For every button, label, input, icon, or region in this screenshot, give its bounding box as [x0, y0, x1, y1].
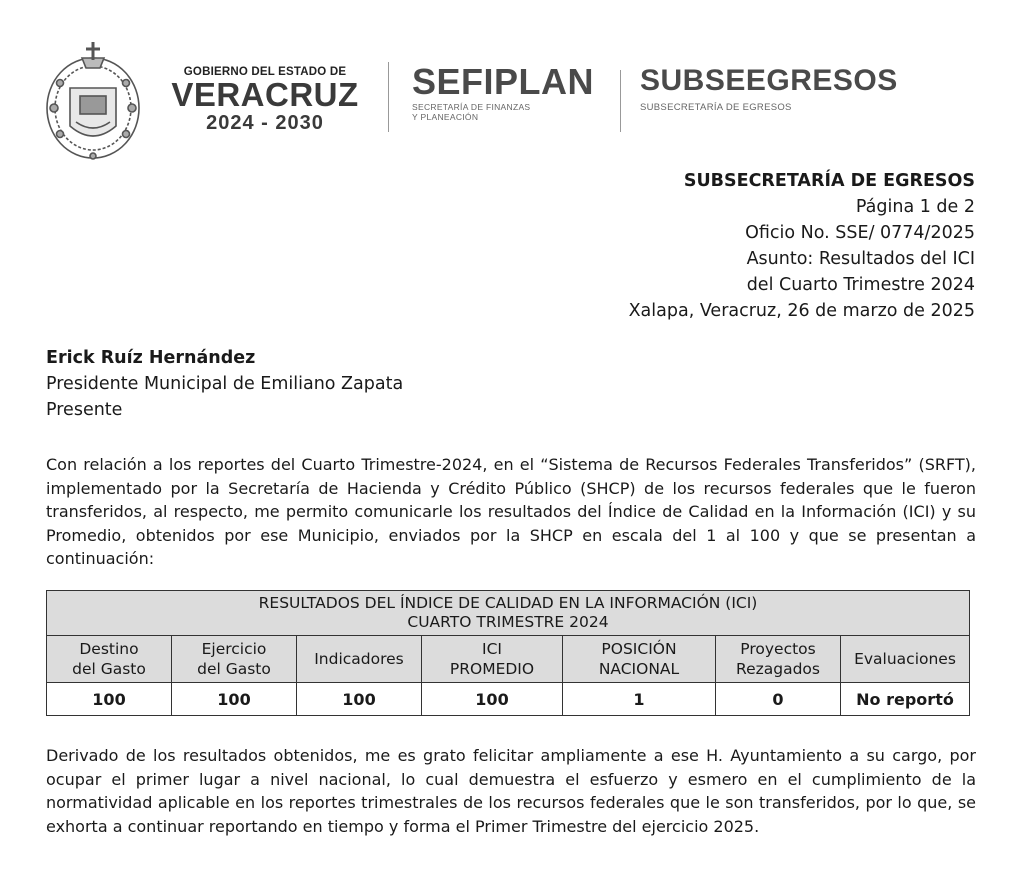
- government-logo: [170, 66, 360, 134]
- body-paragraph-1: Con relación a los reportes del Cuarto Trimestre-2024, en el “Sistema de Recursos Federales Transferidos” (SRFT), implementado por la Secretaría de Hacienda y Crédito Público (SHCP) de los recursos federales que le fueron transferidos, al respecto, me permito comunicarle los resultados del Índice de Calidad en la Información (ICI) y su Promedio, obtenidos por ese Municipio, enviados por la SHCP en escala del 1 al 100 y que se presentan a continuación:: [46, 455, 976, 568]
- column-header: [716, 636, 841, 683]
- column-header-line2: del Gasto: [197, 660, 271, 678]
- column-header-line1: Proyectos: [740, 640, 816, 658]
- subsecretaria-subtitle: SUBSECRETARÍA DE EGRESOS: [640, 102, 792, 113]
- sefiplan-title: SEFIPLAN: [412, 61, 595, 102]
- column-header-line2: del Gasto: [72, 660, 146, 678]
- body-paragraph-2: Derivado de los resultados obtenidos, me es grato felicitar ampliamente a ese H. Ayuntamiento a su cargo, por ocupar el primer lugar a nivel nacional, lo cual demuestra el esfuerzo y esmero en el cumplimiento de la normatividad aplicable en los reportes trimestrales de los recursos federales que le son transferidos, por lo que, se exhorta a continuar reportando en tiempo y forma el Primer Trimestre del ejercicio 2025.: [46, 746, 976, 836]
- reference-block: [629, 168, 975, 324]
- letterhead-divider: [620, 70, 621, 132]
- subject-line2: del Cuarto Trimestre 2024: [746, 275, 975, 295]
- government-state-name: VERACRUZ: [171, 76, 359, 113]
- table-caption-line1: RESULTADOS DEL ÍNDICE DE CALIDAD EN LA INFORMACIÓN (ICI): [258, 594, 758, 612]
- ici-results-table: [46, 590, 970, 716]
- table-caption: [47, 591, 970, 636]
- table-cell: 100: [422, 683, 563, 716]
- page-number: Página 1 de 2: [855, 197, 975, 217]
- addressee-name: Erick Ruíz Hernández: [46, 348, 256, 368]
- table-cell: No reportó: [841, 683, 970, 716]
- column-header: [297, 636, 422, 683]
- column-header-line1: POSICIÓN: [601, 640, 677, 658]
- column-header: [47, 636, 172, 683]
- government-line1: GOBIERNO DEL ESTADO DE: [183, 66, 347, 78]
- column-header-line1: Ejercicio: [201, 640, 267, 658]
- column-header-line2: Rezagados: [736, 660, 820, 678]
- column-header-line1: Evaluaciones: [854, 650, 956, 668]
- table-cell: 0: [716, 683, 841, 716]
- government-period: 2024 - 2030: [206, 112, 324, 134]
- sefiplan-logo: [412, 61, 595, 122]
- addressee-block: [46, 345, 403, 423]
- letterhead-divider: [388, 62, 389, 132]
- column-header-line2: NACIONAL: [598, 660, 680, 678]
- oficio-number: Oficio No. SSE/ 0774/2025: [745, 223, 975, 243]
- veracruz-coat-of-arms-icon: [42, 38, 144, 162]
- table-row: [47, 683, 970, 716]
- column-header: [563, 636, 716, 683]
- table-caption-row: [47, 591, 970, 636]
- place-date: Xalapa, Veracruz, 26 de marzo de 2025: [628, 301, 975, 321]
- office-name: SUBSECRETARÍA DE EGRESOS: [683, 171, 975, 191]
- table-cell: 100: [172, 683, 297, 716]
- letterhead: [0, 0, 1019, 165]
- table-header-row: [47, 636, 970, 683]
- sefiplan-subtitle-line2: Y PLANEACIÓN: [412, 112, 479, 122]
- column-header-line1: ICI: [482, 640, 502, 658]
- sefiplan-subtitle: [412, 102, 572, 122]
- subsecretaria-logo: [640, 64, 898, 113]
- column-header: [172, 636, 297, 683]
- subject-line1: Asunto: Resultados del ICI: [746, 249, 975, 269]
- column-header-line1: Destino: [79, 640, 139, 658]
- column-header: [841, 636, 970, 683]
- column-header-line1: Indicadores: [314, 650, 404, 668]
- addressee-greeting: Presente: [46, 400, 123, 420]
- column-header-line2: PROMEDIO: [449, 660, 535, 678]
- addressee-title: Presidente Municipal de Emiliano Zapata: [46, 374, 404, 394]
- sefiplan-subtitle-line1: SECRETARÍA DE FINANZAS: [412, 102, 531, 112]
- table-cell: 100: [297, 683, 422, 716]
- table-caption-line2: CUARTO TRIMESTRE 2024: [407, 613, 609, 631]
- table-cell: 1: [563, 683, 716, 716]
- subsecretaria-title: SUBSEEGRESOS: [640, 64, 898, 97]
- column-header: [422, 636, 563, 683]
- table-cell: 100: [47, 683, 172, 716]
